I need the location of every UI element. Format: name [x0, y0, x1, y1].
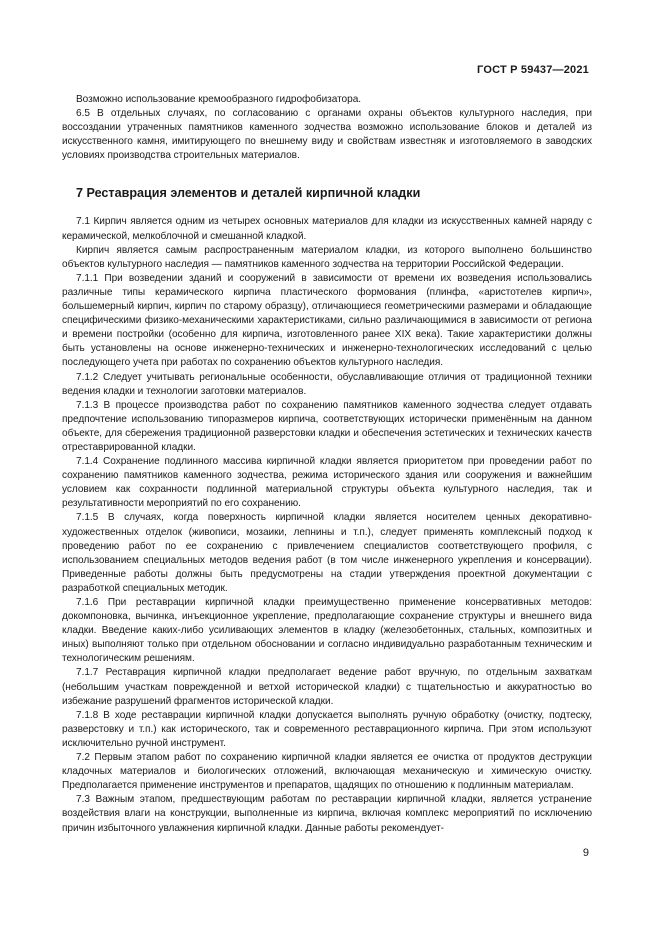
paragraph-7-3: 7.3 Важным этапом, предшествующим работам по реставрации кирпичной кладки, является устранение воздействия влаги на конструкции, выполненные из кирпича, включая комплекс мероприятий по исключению причин избыточного увлажнения кирпичной кладки. Данные работы рекомендует-: [62, 794, 592, 834]
paragraph-7-1-4: 7.1.4 Сохранение подлинного массива кирпичной кладки является приоритетом при проведении работ по сохранению памятников каменного зодчества, режима исторического здания или сооружения и важнейшим условием как сохранности подлинной материальной структуры объекта культурного наследия, так и результативности мероприятий по его сохранению.: [62, 456, 592, 510]
paragraph-7-1-6: 7.1.6 При реставрации кирпичной кладки преимущественно применение консервативных методов: докомпоновка, вычинка, инъекционное укрепление, предполагающие сохранение структуры и внешнего вида кладки. Введение каких-либо усиливающих элементов в кладку (железобетонных, стальных, композитных и иных) выполняют только при отдельном обосновании и согласно индивидуально разработанным техническим и технологическим решениям.: [62, 597, 592, 665]
paragraph-7-2: 7.2 Первым этапом работ по сохранению кирпичной кладки является ее очистка от продуктов деструкции кладочных материалов и биологических отложений, включающая механическую и химическую очистку. Предполагается применение инструментов и препаратов, щадящих по отношению к подлинным материалам.: [62, 752, 592, 792]
paragraph-7-1-8: 7.1.8 В ходе реставрации кирпичной кладки допускается выполнять ручную обработку (очистку, подтеску, разверстовку и т.п.) как исторического, так и современного реставрационного кирпича. При этом используют исключительно ручной инструмент.: [62, 709, 592, 749]
paragraph-hydrophobizer: Возможно использование кремообразного гидрофобизатора.: [76, 94, 362, 105]
paragraph-6-5: 6.5 В отдельных случаях, по согласованию с органами охраны объектов культурного наследия, при воссоздании утраченных памятников каменного зодчества возможно использование блоков и деталей из искусственного камня, имитирующего по внешнему виду и свойствам известняк и изготовляемого в заводских условиях производства строительных материалов.: [62, 108, 592, 162]
section-7-title: 7 Реставрация элементов и деталей кирпичной кладки: [76, 186, 421, 201]
paragraph-7-1-1: 7.1.1 При возведении зданий и сооружений в зависимости от времени их возведения использовались различные типы керамического кирпича пластического формования (плинфа, «аристотелев кирпич», большемерный кирпич, кирпич по старому образцу), отличающиеся геометрическими размерами и обладающие специфическими физико-механическими характеристиками, сильно различающимися в зависимости от региона и времени постройки (особенно для кирпича, изготовленного ранее XIX века). Такие характеристики должны быть установлены на основе инженерно-технических и инженерно-технологических исследований с целью последующего учета при работах по сохранению объектов культурного наследия.: [62, 272, 592, 369]
paragraph-7-1-7: 7.1.7 Реставрация кирпичной кладки предполагает ведение работ вручную, по отдельным захваткам (небольшим участкам поврежденной и ветхой исторической кладки) с тщательностью и аккуратностью во избежание разрушений фрагментов исторической кладки.: [62, 667, 592, 707]
paragraph-7-1: 7.1 Кирпич является одним из четырех основных материалов для кладки из искусственных камней наряду с керамической, мелкоблочной и смешанной кладкой.: [62, 216, 592, 242]
document-body: [62, 93, 592, 836]
standard-code: ГОСТ Р 59437—2021: [477, 64, 589, 76]
paragraph-7-1-5: 7.1.5 В случаях, когда поверхность кирпичной кладки является носителем ценных декоративно-художественных отделок (живописи, мозаики, лепнины и т.п.), следует применять комплексный подход к проведению работ по ее сохранению с привлечением специалистов соответствующего профиля, с использованием специальных методов ведения работ (в том числе инженерного укрепления и консервации). Приведенные работы должны быть предусмотрены на стадии утверждения проектной документации с разработкой специальных методик.: [62, 512, 592, 594]
paragraph-7-1-3: 7.1.3 В процессе производства работ по сохранению памятников каменного зодчества следует отдавать предпочтение использованию типоразмеров кирпича, соответствующих исторически применённым на данном объекте, для сбережения традиционной разверстовки кладки и обеспечения эстетических и технических качеств отреставрированной кладки.: [62, 399, 592, 453]
paragraph-7-1-brick: Кирпич является самым распространенным материалом кладки, из которого выполнено большинство объектов культурного наследия — памятников каменного зодчества на территории Российской Федерации.: [62, 244, 592, 270]
paragraph-7-1-2: 7.1.2 Следует учитывать региональные особенности, обуславливающие отличия от традиционной техники ведения кладки и технологии заготовки материалов.: [62, 371, 592, 397]
page-number: 9: [582, 847, 589, 859]
